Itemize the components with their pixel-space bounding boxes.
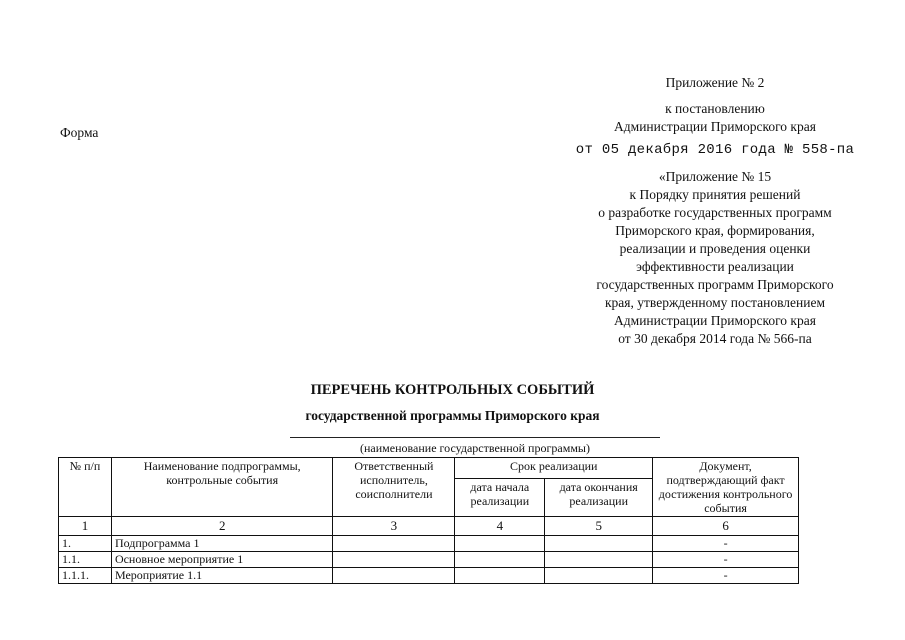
- form-label: Форма: [60, 125, 99, 140]
- table-row: [59, 568, 799, 584]
- row-executor: [333, 568, 455, 584]
- appendix-line: от 30 декабря 2014 года № 566-па: [618, 331, 812, 346]
- appendix-line: Администрации Приморского края: [614, 313, 816, 328]
- resolution-reference: к постановлению: [665, 101, 765, 116]
- row-start-date: [455, 568, 545, 584]
- header-num: № п/п: [59, 458, 112, 517]
- appendix-line: края, утвержденному постановлением: [605, 295, 825, 310]
- header-name: Наименование подпрограммы, контрольные события: [111, 458, 333, 517]
- column-number: 2: [111, 517, 333, 536]
- appendix-line: реализации и проведения оценки: [619, 241, 811, 256]
- column-number: 4: [455, 517, 545, 536]
- row-name: Подпрограмма 1: [111, 536, 333, 552]
- row-name: Мероприятие 1.1: [111, 568, 333, 584]
- appendix-line: к Порядку принятия решений: [629, 187, 801, 202]
- administration-name: Администрации Приморского края: [614, 119, 816, 134]
- appendix-line: эффективности реализации: [636, 259, 794, 274]
- header-document: Документ, подтверждающий факт достижения контрольного события: [653, 458, 799, 517]
- appendix-line: «Приложение № 15: [658, 169, 772, 184]
- row-executor: [333, 536, 455, 552]
- appendix-line: о разработке государственных программ: [598, 205, 832, 220]
- row-end-date: [545, 552, 653, 568]
- header-term: Срок реализации: [455, 458, 653, 479]
- row-start-date: [455, 536, 545, 552]
- table-row: [59, 552, 799, 568]
- table-row: [59, 536, 799, 552]
- resolution-date-number: от 05 декабря 2016 года № 558-па: [575, 142, 855, 158]
- row-document: -: [653, 536, 799, 552]
- row-end-date: [545, 536, 653, 552]
- appendix-line: Приморского края, формирования,: [615, 223, 815, 238]
- header-executor: Ответственный исполнитель, соисполнители: [333, 458, 455, 517]
- appendix-15-block: [560, 168, 870, 348]
- program-name-line: [290, 437, 660, 438]
- row-num: 1.1.1.: [59, 568, 112, 584]
- program-name-caption: (наименование государственной программы): [360, 441, 590, 455]
- row-num: 1.: [59, 536, 112, 552]
- appendix-line: государственных программ Приморского: [596, 277, 834, 292]
- document-subtitle: государственной программы Приморского края: [305, 408, 600, 423]
- row-num: 1.1.: [59, 552, 112, 568]
- header-end-date: дата окончания реализации: [545, 478, 653, 516]
- document-title: ПЕРЕЧЕНЬ КОНТРОЛЬНЫХ СОБЫТИЙ: [310, 382, 595, 398]
- row-document: -: [653, 568, 799, 584]
- row-end-date: [545, 568, 653, 584]
- appendix-number: Приложение № 2: [665, 75, 765, 90]
- row-executor: [333, 552, 455, 568]
- control-events-table: [58, 457, 799, 584]
- column-number: 1: [59, 517, 112, 536]
- row-start-date: [455, 552, 545, 568]
- header-start-date: дата начала реализации: [455, 478, 545, 516]
- column-number: 3: [333, 517, 455, 536]
- row-name: Основное мероприятие 1: [111, 552, 333, 568]
- column-number: 5: [545, 517, 653, 536]
- column-numbers-row: [59, 517, 799, 536]
- table-header-row: [59, 458, 799, 479]
- row-document: -: [653, 552, 799, 568]
- column-number: 6: [653, 517, 799, 536]
